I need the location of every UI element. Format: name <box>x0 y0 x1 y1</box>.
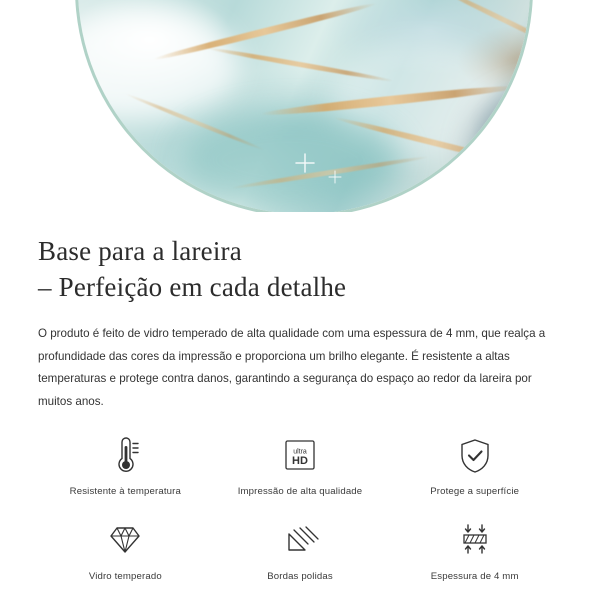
feature-label: Resistente à temperatura <box>69 485 181 497</box>
shield-check-icon <box>455 434 495 476</box>
hero-product-image <box>0 0 600 212</box>
thermometer-icon <box>105 434 145 476</box>
sparkle-icon <box>295 153 315 173</box>
feature-label: Protege a superfície <box>430 485 520 497</box>
feature-item-tempered-glass <box>38 513 213 590</box>
thickness-arrows-icon <box>453 519 497 561</box>
content-area <box>0 212 600 590</box>
description-paragraph: O produto é feito de vidro temperado de alta qualidade com uma espessura de 4 mm, que realça a profundidade das cores da impressão e proporciona um brilho elegante. É resistente a altas temperaturas e protege contra danos, garantindo a segurança do espaço ao redor da lareira por muitos anos. <box>38 327 546 409</box>
feature-label: Impressão de alta qualidade <box>237 485 363 497</box>
feature-label: Espessura de 4 mm <box>430 570 519 582</box>
polished-edges-icon <box>279 519 321 561</box>
page-title <box>38 234 562 305</box>
marble-artwork <box>78 0 530 212</box>
sparkle-icon <box>329 171 342 184</box>
feature-item-polished-edges <box>213 513 388 590</box>
feature-item-thickness <box>387 513 562 590</box>
ultra-hd-icon <box>279 434 321 476</box>
headline-line-1: Base para a lareira <box>38 236 242 266</box>
svg-text:ultra: ultra <box>293 448 307 456</box>
feature-item-surface-protection <box>387 428 562 505</box>
feature-item-print-quality <box>213 428 388 505</box>
feature-label: Bordas polidas <box>267 570 333 582</box>
headline-line-2: – Perfeição em cada detalhe <box>38 271 347 302</box>
diamond-icon <box>103 519 147 561</box>
feature-grid <box>38 428 562 590</box>
svg-text:HD: HD <box>292 454 308 467</box>
feature-item-temperature-resistant <box>38 428 213 505</box>
glass-plate-circle <box>78 0 530 212</box>
feature-label: Vidro temperado <box>88 570 162 582</box>
